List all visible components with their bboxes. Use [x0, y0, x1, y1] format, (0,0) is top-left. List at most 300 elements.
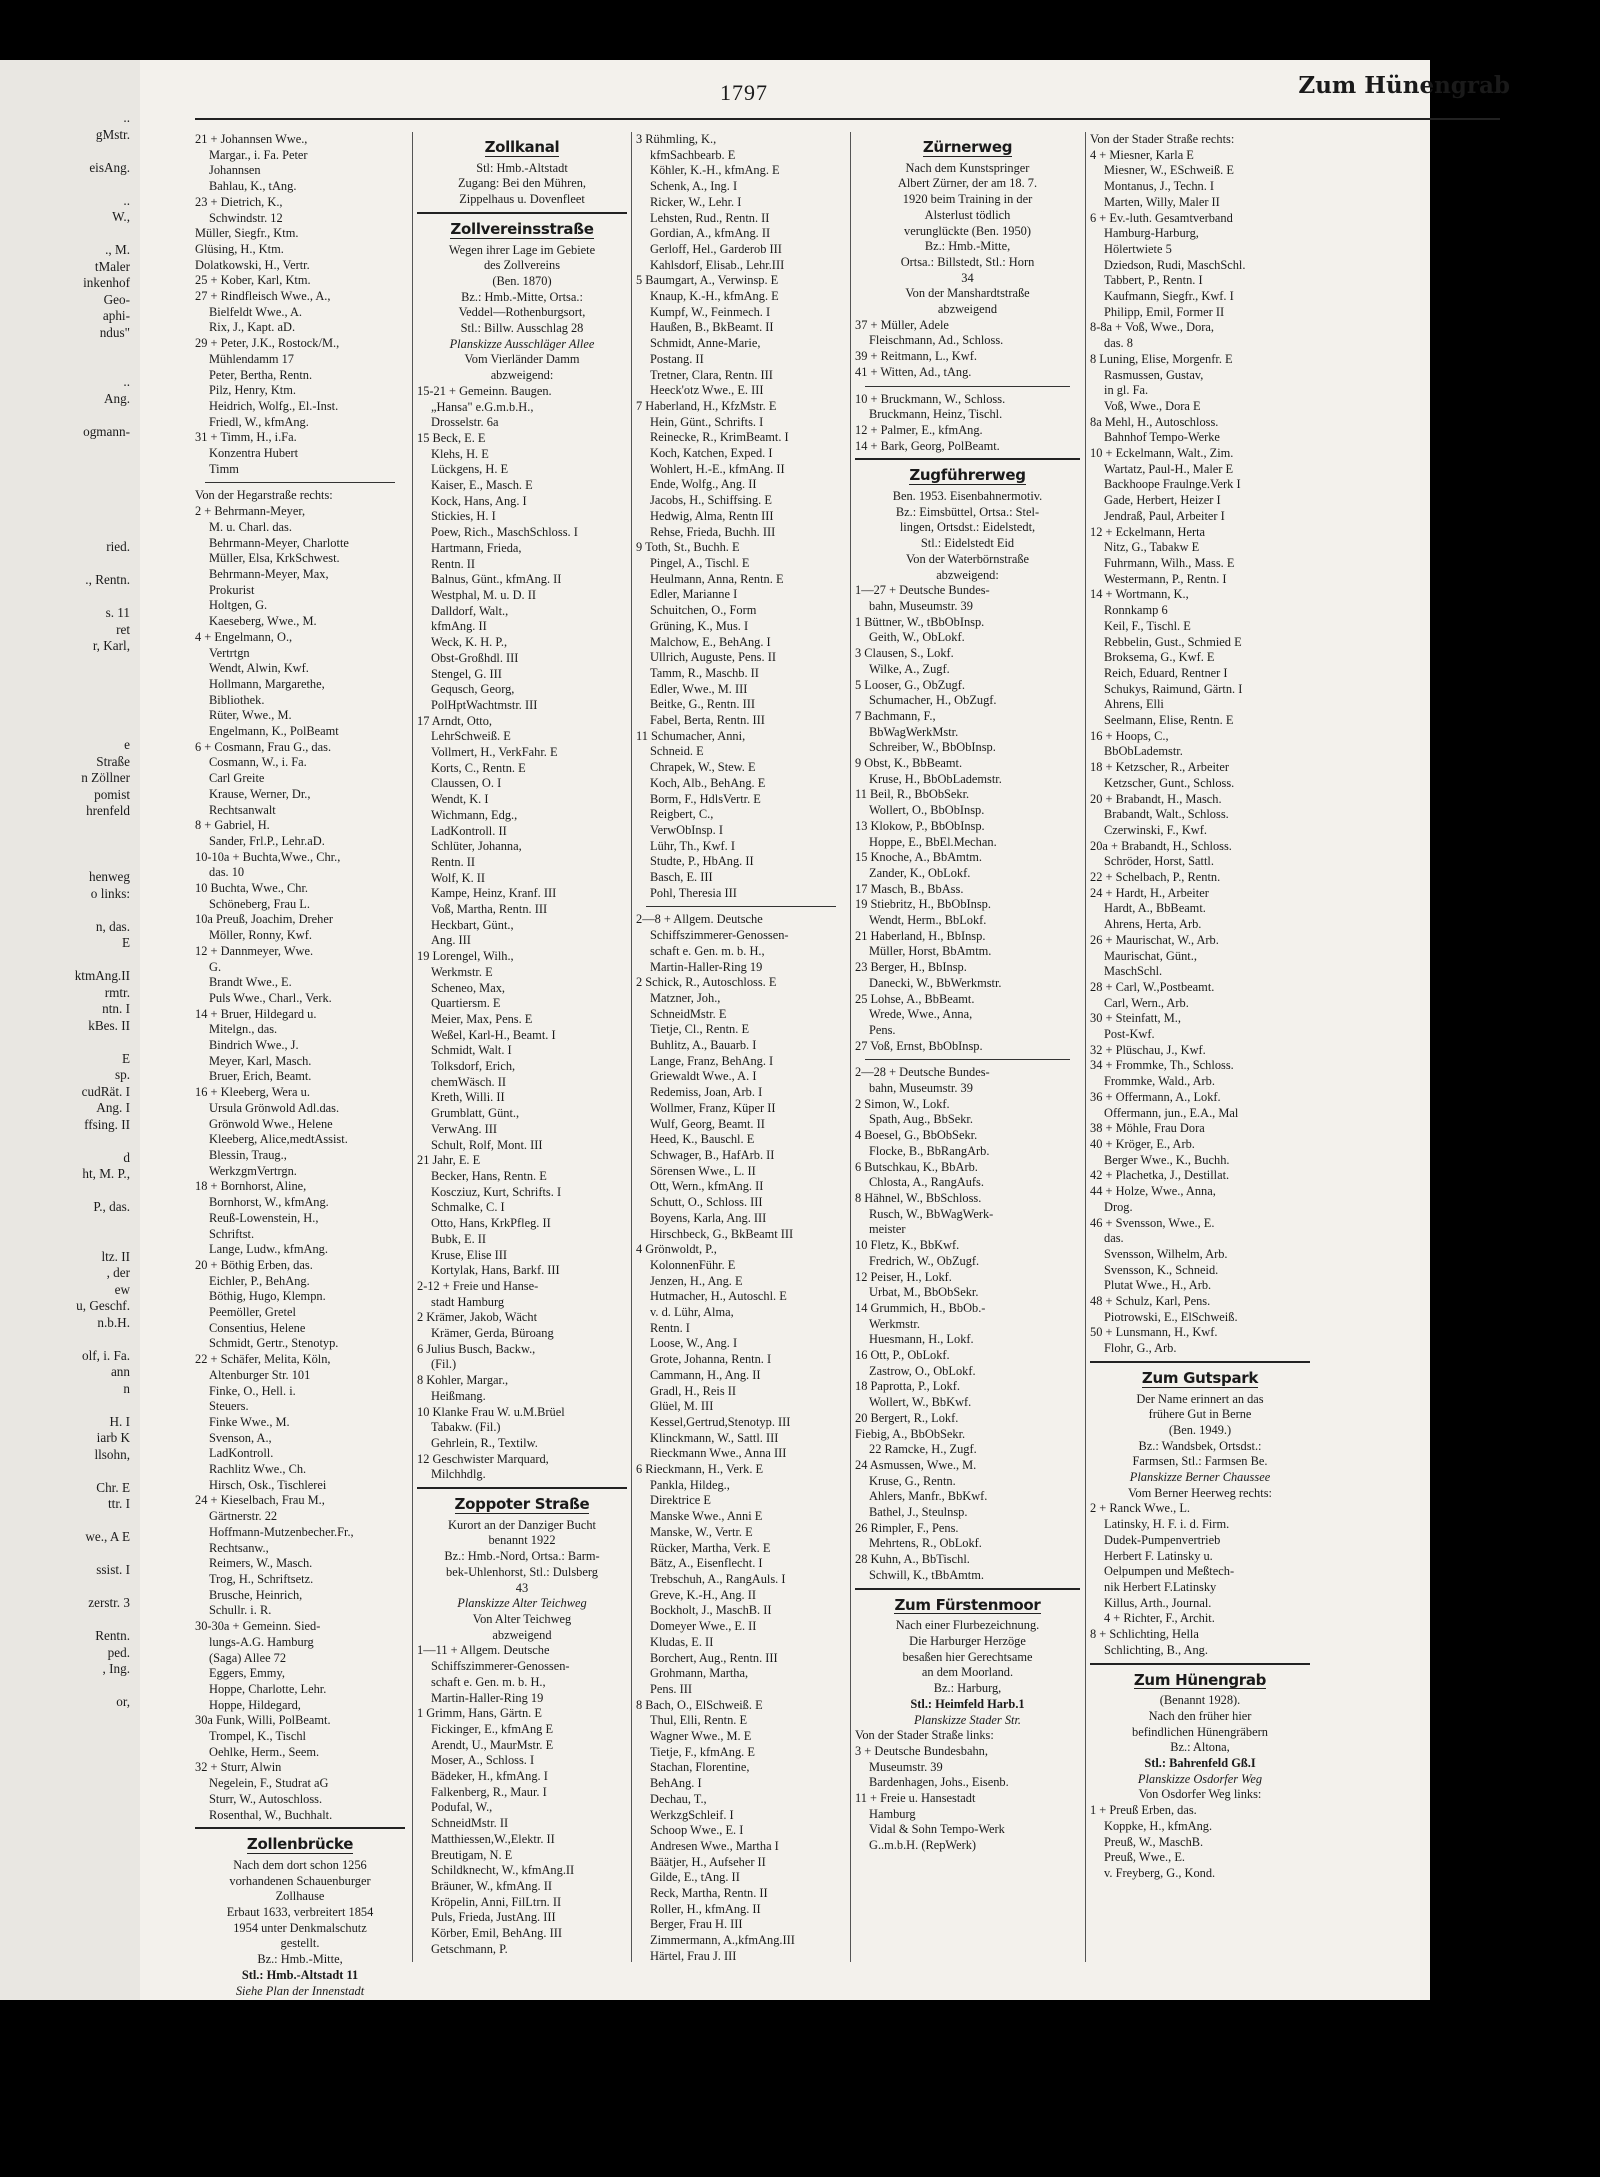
- directory-entry: Schoop Wwe., E. I: [650, 1823, 744, 1838]
- directory-entry: Offermann, jun., E.A., Mal: [1104, 1105, 1239, 1120]
- directory-entry: MaschSchl.: [1104, 964, 1163, 979]
- directory-entry: WerkzgmVertrgn.: [209, 1163, 297, 1178]
- directory-entry: 23 + Dietrich, K.,: [195, 194, 283, 209]
- directory-entry: Getschmann, P.: [431, 1941, 508, 1956]
- directory-entry: Kaufmann, Siegfr., Kwf. I: [1104, 289, 1234, 304]
- street-divider: [195, 1827, 405, 1829]
- street-note: Zugang: Bei den Mühren,: [457, 176, 586, 191]
- directory-entry: 23 Berger, H., BbInsp.: [855, 960, 967, 975]
- directory-entry: Martin-Haller-Ring 19: [650, 959, 763, 974]
- directory-entry: Direktrice E: [650, 1493, 711, 1508]
- directory-entry: Piotrowski, E., ElSchweiß.: [1104, 1309, 1238, 1324]
- directory-entry: Kumpf, W., Feinmech. I: [650, 304, 771, 319]
- section-divider: [646, 906, 836, 907]
- fragment-line: kBes. II: [88, 1017, 130, 1033]
- fragment-line: [0, 1133, 130, 1150]
- directory-entry: Borm, F., HdlsVertr. E: [650, 791, 761, 806]
- page-number: 1797: [720, 80, 768, 105]
- directory-entry: Rücker, Martha, Verk. E: [650, 1540, 771, 1555]
- directory-entry: Chlosta, A., RangAufs.: [869, 1175, 984, 1190]
- directory-entry: 39 + Reitmann, L., Kwf.: [855, 349, 977, 364]
- directory-entry: 2-12 + Freie und Hanse-: [417, 1278, 539, 1293]
- directory-entry: Huesmann, H., Lokf.: [869, 1332, 974, 1347]
- directory-entry: chemWäsch. II: [431, 1074, 506, 1089]
- fragment-line: [0, 1678, 130, 1695]
- directory-entry: Klinckmann, W., Sattl. III: [650, 1430, 779, 1445]
- street-heading: [1090, 1670, 1310, 1690]
- directory-entry: Claussen, O. I: [431, 776, 502, 791]
- directory-entry: Dudek-Pumpenvertrieb: [1104, 1532, 1221, 1547]
- fragment-line: [0, 589, 130, 606]
- directory-entry: Ende, Wolfg., Ang. II: [650, 477, 757, 492]
- fragment-line: ltz. II: [101, 1248, 130, 1264]
- directory-entry: Thul, Elli, Rentn. E: [650, 1713, 748, 1728]
- directory-entry: Schuitchen, O., Form: [650, 603, 757, 618]
- street-note: Die Harburger Herzöge: [909, 1633, 1026, 1648]
- column-1: [195, 132, 405, 1998]
- directory-entry: Bockholt, J., MaschB. II: [650, 1603, 772, 1618]
- directory-entry: Schenk, A., Ing. I: [650, 179, 738, 194]
- directory-entry: (Saga) Allee 72: [209, 1650, 287, 1665]
- directory-entry: 18 + Ketzscher, R., Arbeiter: [1090, 760, 1229, 775]
- street-note: Bz.: Hmb.-Mitte, Ortsa.:: [461, 289, 583, 304]
- directory-entry: BbWagWerkMstr.: [869, 724, 959, 739]
- directory-entry: 14 Grummich, H., BbOb.-: [855, 1300, 986, 1315]
- column-2: [417, 132, 627, 1962]
- directory-entry: Manske Wwe., Anni E: [650, 1509, 763, 1524]
- directory-entry: 10a Preuß, Joachim, Dreher: [195, 912, 333, 927]
- directory-entry: Urbat, M., BbObSekr.: [869, 1285, 979, 1300]
- previous-page-text-fragments: [0, 110, 130, 1970]
- directory-entry: 10 Klanke Frau W. u.M.Brüel: [417, 1404, 565, 1419]
- directory-entry: in gl. Fa.: [1104, 383, 1149, 398]
- street-note: Von Osdorfer Weg links:: [1138, 1787, 1262, 1802]
- directory-entry: PolHptWachtmstr. III: [431, 697, 538, 712]
- street-heading: [417, 1497, 627, 1514]
- directory-entry: Dechau, T.,: [650, 1791, 707, 1806]
- directory-entry: 29 + Peter, J.K., Rostock/M.,: [195, 336, 340, 351]
- directory-entry: Drog.: [1104, 1199, 1133, 1214]
- directory-entry: Czerwinski, F., Kwf.: [1104, 822, 1207, 837]
- fragment-line: zerstr. 3: [88, 1595, 130, 1610]
- street-note: Zippelhaus u. Dovenfleet: [459, 192, 585, 207]
- fragment-line: [0, 1463, 130, 1480]
- directory-entry: Dolatkowski, H., Vertr.: [195, 257, 310, 272]
- fragment-line: Geo-: [103, 291, 130, 307]
- directory-entry: 1—11 + Allgem. Deutsche: [417, 1643, 550, 1658]
- directory-entry: WerkzgSchleif. I: [650, 1807, 734, 1822]
- directory-entry: Wollmer, Franz, Küper II: [650, 1100, 776, 1115]
- fragment-line: ntn. I: [102, 1001, 130, 1016]
- fragment-line: H. I: [109, 1413, 130, 1429]
- street-divider: [855, 1588, 1080, 1590]
- directory-entry: Kleeberg, Alice,medtAssist.: [209, 1132, 348, 1147]
- directory-entry: Körber, Emil, BehAng. III: [431, 1926, 562, 1941]
- street-note: verunglückte (Ben. 1950): [904, 223, 1031, 238]
- directory-entry: Grumblatt, Günt.,: [431, 1106, 520, 1121]
- directory-entry: 2 Schick, R., Autoschloss. E: [636, 975, 777, 990]
- directory-entry: Fredrich, W., ObZugf.: [869, 1253, 980, 1268]
- directory-entry: Holtgen, G.: [209, 598, 268, 613]
- directory-entry: lungs-A.G. Hamburg: [209, 1634, 314, 1649]
- directory-entry: Kludas, E. II: [650, 1634, 714, 1649]
- fragment-line: [0, 176, 130, 193]
- street-name: Zugführerweg: [909, 466, 1026, 485]
- directory-entry: 19 Lorengel, Wilh.,: [417, 949, 514, 964]
- directory-entry: Finke Wwe., M.: [209, 1414, 290, 1429]
- street-note: an dem Moorland.: [921, 1665, 1014, 1680]
- street-note: Von der Manshardtstraße: [905, 286, 1030, 301]
- directory-entry: 6 + Ev.-luth. Gesamtverband: [1090, 210, 1233, 225]
- directory-entry: Wendt, Herm., BbLokf.: [869, 913, 987, 928]
- directory-entry: Matzner, Joh.,: [650, 990, 721, 1005]
- directory-entry: Rix, J., Kapt. aD.: [209, 320, 296, 335]
- directory-entry: 1—27 + Deutsche Bundes-: [855, 583, 990, 598]
- directory-entry: 21 Jahr, E. E: [417, 1153, 481, 1168]
- directory-entry: Hoffmann-Mutzenbecher.Fr.,: [209, 1524, 354, 1539]
- directory-entry: Buhlitz, A., Bauarb. I: [650, 1038, 757, 1053]
- fragment-line: [0, 704, 130, 721]
- directory-entry: Schlüter, Johanna,: [431, 839, 522, 854]
- directory-entry: Wrede, Wwe., Anna,: [869, 1007, 973, 1022]
- street-note: vorhandenen Schauenburger: [229, 1873, 371, 1888]
- fragment-line: ret: [116, 621, 130, 637]
- fragment-line: ew: [114, 1281, 130, 1297]
- fragment-line: [0, 1331, 130, 1348]
- directory-entry: Pens. III: [650, 1681, 692, 1696]
- directory-entry: Mehrtens, R., ObLokf.: [869, 1536, 982, 1551]
- fragment-line: [0, 407, 130, 424]
- fragment-line: hrenfeld: [86, 803, 130, 818]
- directory-entry: Schröder, Horst, Sattl.: [1104, 854, 1214, 869]
- fragment-line: aphi-: [102, 308, 130, 323]
- directory-entry: Altenburger Str. 101: [209, 1367, 311, 1382]
- directory-entry: Post-Kwf.: [1104, 1027, 1155, 1042]
- directory-entry: Studte, P., HbAng. II: [650, 854, 754, 869]
- street-name: Zürnerweg: [922, 138, 1013, 156]
- directory-entry: Finke, O., Hell. i.: [209, 1383, 296, 1398]
- directory-entry: Philipp, Emil, Former II: [1104, 304, 1225, 319]
- directory-entry: Vollmert, H., VerkFahr. E: [431, 745, 558, 760]
- directory-entry: Meyer, Karl, Masch.: [209, 1053, 312, 1068]
- directory-entry: 25 + Kober, Karl, Ktm.: [195, 273, 311, 288]
- directory-entry: bahn, Museumstr. 39: [869, 1081, 973, 1096]
- fragment-line: ffsing. II: [84, 1116, 130, 1132]
- directory-entry: Sörensen Wwe., L. II: [650, 1163, 756, 1178]
- directory-entry: Ullrich, Auguste, Pens. II: [650, 650, 776, 665]
- fragment-line: ktmAng.II: [74, 968, 130, 983]
- directory-entry: Hein, Günt., Schrifts. I: [650, 414, 764, 429]
- directory-entry: Grönwold Wwe., Helene: [209, 1116, 333, 1131]
- directory-entry: Oelpumpen und Meßtech-: [1104, 1564, 1235, 1579]
- street-name: Zum Fürstenmoor: [894, 1595, 1041, 1614]
- directory-entry: Schmidt, Walt. I: [431, 1043, 512, 1058]
- fragment-line: [0, 1546, 130, 1563]
- directory-entry: kfmSachbearb. E: [650, 147, 736, 162]
- directory-entry: Schiffszimmerer-Genossen-: [650, 928, 789, 943]
- directory-entry: Müller, Horst, BbAmtm.: [869, 944, 992, 959]
- directory-entry: Cammann, H., Ang. II: [650, 1367, 761, 1382]
- directory-entry: 12 Geschwister Marquard,: [417, 1451, 549, 1466]
- street-note: Wegen ihrer Lage im Gebiete: [448, 242, 596, 257]
- fragment-line: or,: [116, 1694, 130, 1709]
- directory-entry: Müller, Siegfr., Ktm.: [195, 226, 299, 241]
- directory-entry: Kortylak, Hans, Barkf. III: [431, 1263, 560, 1278]
- street-heading: [195, 1837, 405, 1854]
- street-note: Nach einer Flurbezeichnung.: [895, 1618, 1040, 1633]
- directory-entry: Frommke, Wald., Arb.: [1104, 1074, 1215, 1089]
- directory-entry: kfmAng. II: [431, 619, 487, 634]
- fragment-line: Straße: [96, 753, 130, 769]
- directory-entry: Weßel, Karl-H., Beamt. I: [431, 1027, 556, 1042]
- directory-entry: Eichler, P., BehAng.: [209, 1273, 310, 1288]
- directory-entry: Reinecke, R., KrimBeamt. I: [650, 430, 789, 445]
- directory-entry: Kröpelin, Anni, FilLtrn. II: [431, 1894, 562, 1909]
- directory-entry: Behrmann-Meyer, Max,: [209, 566, 329, 581]
- directory-entry: Ahlers, Manfr., BbKwf.: [869, 1489, 988, 1504]
- street-note: Ortsa.: Billstedt, Stl.: Horn: [900, 254, 1035, 269]
- directory-entry: 15 Beck, E. E: [417, 430, 486, 445]
- directory-entry: Eggers, Emmy,: [209, 1666, 285, 1681]
- street-divider: [417, 212, 627, 214]
- directory-entry: 10 + Eckelmann, Walt., Zim.: [1090, 446, 1234, 461]
- fragment-line: n: [123, 1380, 130, 1396]
- directory-entry: Kreth, Willi. II: [431, 1090, 505, 1105]
- directory-entry: Böthig, Hugo, Klempn.: [209, 1289, 326, 1304]
- directory-entry: Kessel,Gertrud,Stenotyp. III: [650, 1414, 791, 1429]
- directory-entry: Redemiss, Joan, Arb. I: [650, 1085, 763, 1100]
- directory-entry: Vidal & Sohn Tempo-Werk: [869, 1822, 1005, 1837]
- directory-entry: 12 + Eckelmann, Herta: [1090, 524, 1206, 539]
- directory-entry: Gerloff, Hel., Garderob III: [650, 241, 782, 256]
- directory-entry: Schmidt, Gertr., Stenotyp.: [209, 1336, 339, 1351]
- directory-entry: Bahnhof Tempo-Werke: [1104, 430, 1220, 445]
- directory-entry: Gilde, E., tAng. II: [650, 1870, 740, 1885]
- directory-entry: 6 Julius Busch, Backw.,: [417, 1341, 536, 1356]
- directory-entry: 8 + Gabriel, H.: [195, 818, 270, 833]
- directory-entry: 4 + Miesner, Karla E: [1090, 147, 1194, 162]
- directory-entry: Reuß-Lowenstein, H.,: [209, 1210, 319, 1225]
- directory-entry: Borchert, Aug., Rentn. III: [650, 1650, 778, 1665]
- directory-entry: Steuers.: [209, 1399, 249, 1414]
- directory-entry: stadt Hamburg: [431, 1294, 505, 1309]
- directory-entry: Fabel, Berta, Rentn. III: [650, 713, 765, 728]
- directory-entry: Danecki, W., BbWerkmstr.: [869, 975, 1002, 990]
- directory-entry: Grote, Johanna, Rentn. I: [650, 1352, 772, 1367]
- directory-entry: Pohl, Theresia III: [650, 885, 737, 900]
- directory-entry: Hoppe, Charlotte, Lehr.: [209, 1681, 327, 1696]
- directory-entry: Kampe, Heinz, Kranf. III: [431, 886, 557, 901]
- directory-entry: Bardenhagen, Johs., Eisenb.: [869, 1775, 1009, 1790]
- directory-entry: Basch, E. III: [650, 870, 713, 885]
- directory-entry: Vertrtgn: [209, 645, 250, 660]
- directory-entry: Schmalke, C. I: [431, 1200, 505, 1215]
- directory-entry: Tabakw. (Fil.): [431, 1420, 501, 1435]
- directory-entry: Härtel, Frau J. III: [650, 1948, 737, 1963]
- street-note: Bz.: Hmb.-Nord, Ortsa.: Barm-: [444, 1549, 600, 1564]
- directory-entry: 28 Kuhn, A., BbTischl.: [855, 1552, 970, 1567]
- directory-entry: 16 Ott, P., ObLokf.: [855, 1348, 950, 1363]
- directory-entry: Sturr, W., Autoschloss.: [209, 1791, 323, 1806]
- directory-entry: 3 Rühmling, K.,: [636, 132, 717, 146]
- directory-entry: Schneid. E: [650, 744, 704, 759]
- directory-entry: Grüning, K., Mus. I: [650, 618, 749, 633]
- directory-entry: Pens.: [869, 1022, 896, 1037]
- directory-entry: Tietje, Cl., Rentn. E: [650, 1022, 750, 1037]
- directory-entry: Wendt, K. I: [431, 792, 489, 807]
- directory-entry: Wilke, A., Zugf.: [869, 661, 950, 676]
- fragment-line: [0, 671, 130, 688]
- directory-entry: 40 + Kröger, E., Arb.: [1090, 1137, 1195, 1151]
- directory-entry: das. 8: [1104, 336, 1133, 351]
- directory-entry: Trompel, K., Tischl: [209, 1729, 306, 1744]
- directory-entry: SchneidMstr. E: [650, 1006, 727, 1021]
- street-note: abzweigend: [937, 302, 998, 317]
- directory-entry: 1 + Preuß Erben, das.: [1090, 1803, 1197, 1818]
- street-heading: [855, 140, 1080, 157]
- directory-entry: 34 + Frommke, Th., Schloss.: [1090, 1058, 1234, 1073]
- directory-entry: Arendt, U., MaurMstr. E: [431, 1737, 554, 1752]
- directory-entry: Grohmann, Martha,: [650, 1666, 749, 1681]
- fragment-line: [0, 1216, 130, 1233]
- directory-entry: Koppke, H., kfmAng.: [1104, 1818, 1213, 1833]
- directory-entry: 2 + Ranck Wwe., L.: [1090, 1501, 1191, 1516]
- directory-entry: Rechtsanwalt: [209, 802, 276, 817]
- directory-entry: Bielfeldt Wwe., A.: [209, 304, 303, 319]
- street-note: Planskizze Alter Teichweg: [457, 1596, 587, 1611]
- street-note: Vom Vierländer Damm: [464, 352, 580, 367]
- directory-entry: Hirsch, Osk., Tischlerei: [209, 1477, 327, 1492]
- directory-entry: 7 Haberland, H., KfzMstr. E: [636, 398, 777, 413]
- directory-entry: Stachan, Florentine,: [650, 1760, 750, 1775]
- fragment-line: ried.: [106, 539, 130, 554]
- directory-entry: Svenson, A.,: [209, 1430, 272, 1445]
- directory-entry: Prokurist: [209, 582, 255, 597]
- fragment-line: [0, 836, 130, 853]
- fragment-line: [0, 952, 130, 969]
- directory-entry: 4 Grönwoldt, P.,: [636, 1242, 717, 1257]
- directory-entry: 27 Voß, Ernst, BbObInsp.: [855, 1038, 983, 1053]
- directory-entry: Malchow, E., BehAng. I: [650, 634, 771, 649]
- street-note: abzweigend:: [936, 567, 999, 582]
- street-note: 1954 unter Denkmalschutz: [233, 1920, 367, 1935]
- directory-entry: Glüel, M. III: [650, 1399, 714, 1414]
- directory-entry: 3 Clausen, S., Lokf.: [855, 646, 954, 661]
- directory-entry: Schöneberg, Frau L.: [209, 896, 310, 911]
- directory-entry: Gordian, A., kfmAng. II: [650, 226, 771, 241]
- street-note: Der Name erinnert an das: [1136, 1391, 1264, 1406]
- directory-entry: 38 + Möhle, Frau Dora: [1090, 1121, 1205, 1136]
- street-note: Von Alter Teichweg: [472, 1611, 572, 1626]
- street-note: (Benannt 1928).: [1159, 1693, 1241, 1708]
- directory-entry: 21 Haberland, H., BbInsp.: [855, 928, 986, 943]
- directory-entry: Jenzen, H., Ang. E: [650, 1273, 743, 1288]
- fragment-line: E: [121, 935, 130, 950]
- directory-columns: [195, 132, 1305, 1998]
- directory-entry: 24 + Kieselbach, Frau M.,: [195, 1493, 325, 1508]
- fragment-line: iarb K: [96, 1430, 130, 1445]
- directory-entry: 37 + Müller, Adele: [855, 317, 949, 332]
- street-note: besaßen hier Gerechtsame: [902, 1649, 1033, 1664]
- directory-entry: Backhoope Fraulnge.Verk I: [1104, 477, 1241, 492]
- directory-entry: Lückgens, H. E: [431, 462, 509, 477]
- directory-entry: bahn, Museumstr. 39: [869, 598, 973, 613]
- directory-entry: Ott, Wern., kfmAng. II: [650, 1179, 764, 1194]
- fragment-line: ht, M. P.,: [82, 1166, 130, 1181]
- directory-entry: Reich, Eduard, Rentner I: [1104, 665, 1228, 680]
- fragment-line: , Ing.: [102, 1661, 130, 1676]
- street-name: Zum Hünengrab: [1133, 1670, 1267, 1689]
- directory-entry: das.: [1104, 1231, 1124, 1246]
- directory-entry: Rentn. I: [650, 1320, 690, 1335]
- street-note: Stl.: Hmb.-Altstadt 11: [241, 1967, 359, 1982]
- directory-entry: Schult, Rolf, Mont. III: [431, 1137, 543, 1152]
- directory-entry: nik Herbert F.Latinsky: [1104, 1579, 1217, 1594]
- fragment-line: r, Karl,: [92, 638, 130, 653]
- directory-entry: Rachlitz Wwe., Ch.: [209, 1462, 307, 1477]
- directory-entry: Werkmstr.: [869, 1316, 920, 1331]
- directory-entry: Blessin, Traug.,: [209, 1148, 287, 1162]
- directory-entry: Puls Wwe., Charl., Verk.: [209, 990, 332, 1005]
- directory-entry: Lange, Franz, BehAng. I: [650, 1053, 774, 1068]
- directory-entry: Edler, Wwe., M. III: [650, 681, 748, 696]
- directory-entry: BehAng. I: [650, 1776, 702, 1791]
- fragment-line: [0, 1397, 130, 1414]
- fragment-line: [0, 358, 130, 375]
- street-heading: [417, 219, 627, 239]
- directory-entry: 32 + Plüschau, J., Kwf.: [1090, 1042, 1206, 1057]
- fragment-line: [0, 490, 130, 507]
- directory-entry: Killus, Arth., Journal.: [1104, 1595, 1212, 1610]
- directory-entry: Dziedson, Rudi, MaschSchl.: [1104, 257, 1246, 272]
- directory-entry: Gade, Herbert, Heizer I: [1104, 493, 1221, 508]
- directory-entry: Maurischat, Günt.,: [1104, 948, 1197, 963]
- street-name: Zollkanal: [484, 138, 560, 156]
- street-heading: [417, 140, 627, 157]
- directory-entry: Rüter, Wwe., M.: [209, 708, 292, 723]
- fragment-line: Ang. I: [96, 1100, 130, 1115]
- column-3: [636, 132, 846, 1962]
- directory-entry: Lühr, Th., Kwf. I: [650, 838, 735, 853]
- directory-entry: Domeyer Wwe., E. II: [650, 1619, 757, 1634]
- directory-entry: 4 + Engelmann, O.,: [195, 629, 293, 644]
- directory-entry: Becker, Hans, Rentn. E: [431, 1169, 547, 1183]
- directory-entry: Lehsten, Rud., Rentn. II: [650, 210, 770, 225]
- directory-entry: Hollmann, Margarethe,: [209, 676, 325, 691]
- directory-entry: Kruse, Elise III: [431, 1247, 508, 1262]
- street-note: (Ben. 1949.): [1168, 1422, 1232, 1437]
- directory-entry: Hölertwiete 5: [1104, 241, 1172, 256]
- directory-entry: 8 + Schlichting, Hella: [1090, 1627, 1199, 1642]
- directory-entry: Reck, Martha, Rentn. II: [650, 1886, 768, 1901]
- directory-entry: Balnus, Günt., kfmAng. II: [431, 572, 562, 587]
- directory-entry: 2 Krämer, Jakob, Wächt: [417, 1310, 538, 1325]
- fragment-line: [0, 688, 130, 705]
- directory-entry: Bräuner, W., kfmAng. II: [431, 1878, 552, 1893]
- directory-entry: Möller, Ronny, Kwf.: [209, 928, 312, 943]
- directory-entry: Consentius, Helene: [209, 1320, 306, 1335]
- directory-entry: 15-21 + Gemeinn. Baugen.: [417, 383, 552, 398]
- directory-entry: Von der Hegarstraße rechts:: [195, 488, 333, 503]
- directory-entry: Hamburg: [869, 1806, 916, 1821]
- directory-entry: Margar., i. Fa. Peter: [209, 147, 308, 162]
- directory-entry: 2 + Behrmann-Meyer,: [195, 504, 306, 519]
- directory-entry: 25 Lohse, A., BbBeamt.: [855, 991, 975, 1006]
- street-name: Zum Gutspark: [1141, 1368, 1259, 1387]
- running-head: Zum Hünengrab: [1298, 72, 1510, 99]
- directory-entry: 20 + Böthig Erben, das.: [195, 1257, 313, 1272]
- directory-entry: 4 + Richter, F., Archit.: [1104, 1611, 1215, 1626]
